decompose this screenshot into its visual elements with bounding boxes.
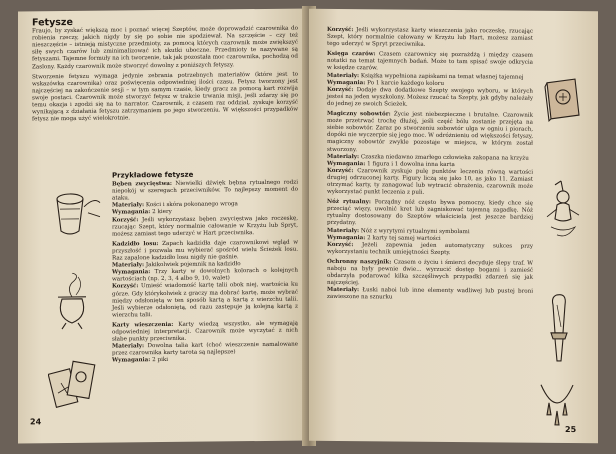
drum-icon (48, 187, 104, 240)
item-desc: Czasem o życiu i śmierci decyduje ślepy traf. W naboju na były pewnie dwie... wyrzucić dostęp bogami i zamieść obdarzyła podarować kilka szczęśliwych przypadki zdarzeń się jak najczęściej. (327, 259, 534, 287)
materials-value: Łuski naboi lub inne elementy wadliwej lub pustej broni zawieszone na sznurku (327, 287, 533, 301)
fetish-list-left (112, 169, 298, 368)
requirements-label: Wymagania: (112, 269, 151, 276)
benefit-value: Dodaje dwa dodatkowe Szepty swojego wyboru, w których jesteś na jeden wyszkolony. Możesz rzucać ta Szepty, jak gdyby należały do jednej ze swoich Ścieżek. (327, 86, 534, 108)
requirements-value: Trzy karty w dowolnych kolorach o kolejnych wartościach (np. 2, 3, 4 albo 9, 10, walet) (112, 267, 298, 283)
left-page (18, 8, 311, 443)
item-knife (327, 199, 533, 258)
benefit-label: Korzyść: (112, 283, 139, 290)
requirements-label: Wymagania: (327, 79, 366, 86)
item-spellbook (327, 51, 533, 110)
item-necklace (327, 259, 533, 303)
item-name: Księga czarów: (327, 51, 376, 58)
materials-value: Nóż z wyrytymi rytualnymi symbolami (360, 227, 470, 235)
item-name: Magiczny sobowtór: (327, 110, 391, 118)
spellbook-icon (541, 75, 585, 123)
requirements-value: 1 figura i 1 dowolna inna karta (367, 160, 455, 168)
materials-label: Materiały: (327, 153, 360, 160)
benefit-label: Korzyść: (327, 86, 354, 93)
benefit-value: Jeżeli zapewnia jeden automatyczny sukces przy wykorzystaniu technik umiejętności Szepty. (327, 241, 533, 256)
item-name: Karty wieszczenia: (112, 321, 174, 329)
intro-paragraph-2: Stworzenie fetyszu wymaga jedynie zebrania potrzebnych materiałów (które jest to wskazówka czarownika) oraz poświęcenia odpowiedniej ilości czasu. Fetysz tworzony jest najczęściej na zakończenie sesji – w tym samym czasie, kiedy gracz za pomocą kart rozwija swoje postaci. Czarownik może stworzyć fetysz w trakcie trwania misji, jeśli zdarzy się po temu okazja i zgodzi się na to narrator. Czarownik, z czasem raz oddział, zyskuje korzyść wynikającą z działania fetyszu zatrzymaniem po jego stworzeniu. W większości przypadków fetysz nie moga użyć wielokrotnie. (32, 71, 298, 123)
requirements-value: 2 piki (152, 357, 169, 364)
requirements-label: Wymagania: (112, 209, 151, 217)
page-number: 25 (565, 424, 577, 435)
incense-icon (46, 273, 102, 332)
item-drum (112, 180, 298, 239)
materials-label: Materiały: (112, 202, 145, 209)
benefit-value: Jeśli wykorzystasz bęben zwycięstwa jako roczeskę, rzucając Szept, który normalnie całowanie w Krzyżu lub Spryt, możesz zamiast tego uderzyć w Hart przeciwnika. (112, 215, 299, 238)
item-desc: Karty wiedzą wszystko, ale wymagają odpowiedniej interpretacji. Czarownik może wyczytać z nich słabe punkty przeciwnika. (112, 320, 299, 343)
item-name: Nóż rytualny: (327, 199, 371, 206)
benefit-value: Umieść wiadomość kartę talii obok niej, wartościa ku górze. Gdy którykolwiek z graczy ma dobrać kartę, może wybrać między odsłoniętą w ten sposób kartą a kartą z wierzchu talii. Jeśli wybierze odsłoniętą, od razu zastępuje ją kolejną kartą z wierzchu talii. (112, 282, 299, 319)
item-incense (112, 239, 298, 319)
benefit-label: Korzyść: (327, 241, 354, 248)
requirements-label: Wymagania: (112, 357, 151, 364)
materials-label: Materiały: (327, 72, 360, 79)
item-doll (327, 111, 533, 198)
page-title: Fetysze (32, 16, 73, 29)
examples-heading: Przykładowe fetysze (112, 170, 194, 180)
page-number: 24 (30, 417, 42, 427)
voodoo-doll-icon (541, 177, 585, 243)
materials-value: Czaszka niedawno zmarłego człowieka zakopana na krzyżu (360, 153, 529, 162)
benefit-label: Korzyść: (112, 216, 139, 224)
materials-value: Książka wypełniona zapiskami na temat własnej tajemnej (360, 72, 524, 81)
right-page (309, 9, 598, 444)
item-desc: Niewielki dźwięk bębna rytualnego rodzi niepokój w szeregach przeciwników. To najlepszy moment do ataku. (112, 179, 298, 202)
tarot-cards-icon (48, 357, 108, 414)
item-desc: Zapach kadzidła daje czarownikowi wgląd w przyszłość i pozwala mu wybierać spośród wielu Ścieżek losu. Raz zapalone kadzidło losu nigdy nie gaśnie. (112, 239, 299, 262)
item-name: Kadzidło losu: (112, 240, 159, 248)
materials-value: Dowolna talia kart (choć wieszczenie namalowane przez czarownika karty tarota są najlepsze) (112, 341, 298, 357)
intro-paragraph-1: Fraujo, by zyskać większą moc i poznać więcej Szeptów, może doprowadzić czarownika do robienia rzeczy, jakich nigdy by się po sobie nie spodziewał. Na szczęście – czy też nieszczęście – istnieją mistyczne przedmioty, za pomocą których czarownik może zwiększyć siłę swych czarów lub zminimalizować ich skutki uboczne. Przedmioty te nazywane są fetyszami. Tajemne formuły na ich tworzenie, tak jak pozostała moc czarownika, pochodzą od Zaslony. Każdy czarownik może stworzyć dowolny z poniższych fetyszy. (32, 25, 298, 70)
benefit-value: Jeśli wykorzystasz karty wieszczenia jako roczeskę, rzucając Szept, który normalnie całowany w Krzyżu lub Hart, możesz zamiast tego uderzyć w Spryt przeciwnika. (327, 27, 534, 48)
materials-label: Materiały: (327, 227, 360, 234)
materials-label: Materiały: (327, 287, 360, 294)
requirements-value: Po 1 karcie każdego koloru (367, 79, 445, 87)
materials-value: Jakikolwiek pojemnik na kadzidło (145, 261, 241, 269)
requirements-value: 2 karty tej samej wartości (367, 234, 441, 242)
requirements-value: 2 kiery (152, 209, 172, 216)
left-page-intro (32, 17, 298, 127)
item-tarot-continued (327, 27, 533, 50)
materials-label: Materiały: (112, 343, 145, 350)
benefit-label: Korzyść: (327, 167, 354, 174)
fetish-list-right (327, 27, 533, 306)
item-name: Bęben zwycięstwa: (112, 181, 172, 188)
item-name: Ochronny naszyjnik: (327, 258, 392, 266)
materials-value: Kości i skóra pokonanego wroga (145, 201, 238, 209)
item-desc: Porządny nóż często bywa pomocny, kiedy chce się przeciąć więzy, uwolnić kret lub zagniskować tajemną zagadkę. Nóż rytualny dostosowany do Szeptów właściciela jest jeszcze bardziej przydatny. (327, 199, 533, 227)
requirements-label: Wymagania: (327, 234, 366, 241)
materials-label: Materiały: (112, 262, 145, 269)
benefit-label: Korzyść: (327, 26, 354, 34)
item-desc: Życie jest niebezpieczne i brutalne. Czarownik może przetrwać trochę dłużej, jeśli część bólu zostanie przejęta na siebie sobowtór. Zaraz po stworzeniu sobowtór ulga w ogniu i piorach, dopóki nie wyczerpie się jego moc. W odróżnieniu od większości fetyszy, magiczny sobowtór zwykle pozostaje w miejscu, w którym został stworzony. (327, 111, 533, 153)
item-desc: Czasem czarownicy się pozrażdżą i między czasem notatki na temat tajemnych badań. Może to tam spisać swoje odkrycia w księdze czarów. (327, 51, 533, 72)
ritual-knife-icon (545, 291, 575, 365)
item-tarot (112, 320, 298, 365)
requirements-label: Wymagania: (327, 160, 366, 167)
benefit-value: Czarownik zyskuje pulę punktów leczenia równą wartości drugiej odrzuconej karty. Figury liczą się jako 10, as jako 11. Zamiast otrzymać karty, ty zanagować lub wytracić obrażenia, czarownik może wykorzystać punkt leczenia z puli. (327, 167, 533, 196)
